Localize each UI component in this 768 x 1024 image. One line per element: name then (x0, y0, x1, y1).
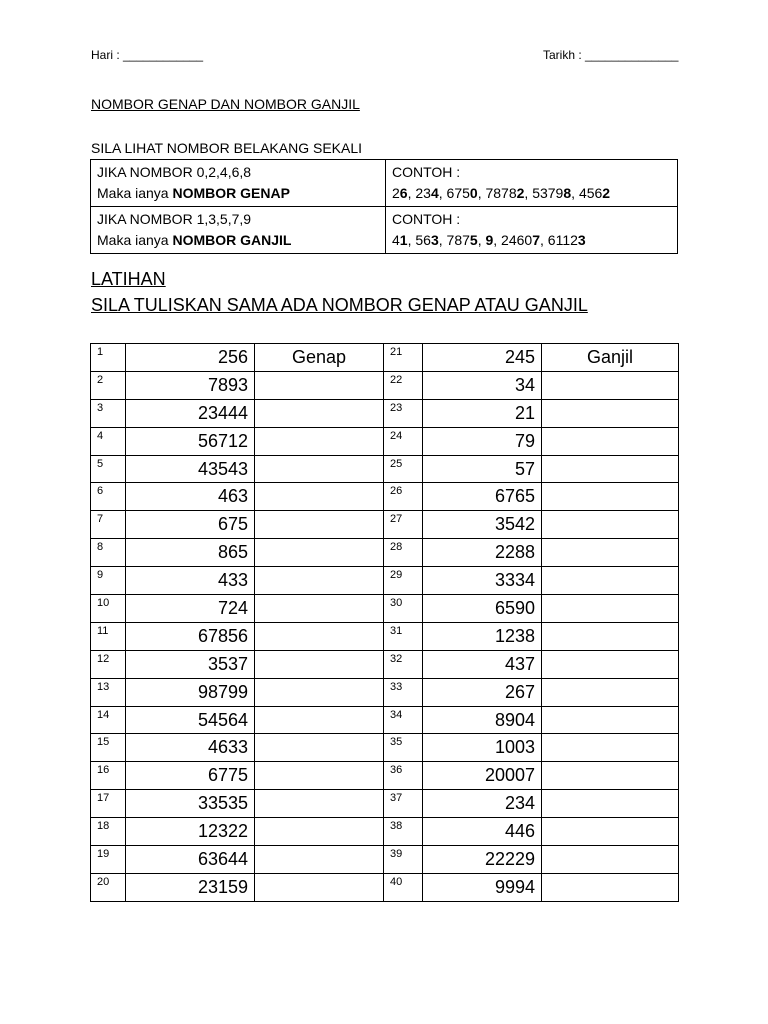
rule-condition-cell (91, 207, 386, 254)
row-number: 3542 (423, 511, 542, 539)
example-number: 41 (392, 232, 408, 248)
row-number: 4633 (126, 734, 255, 762)
table-row (91, 567, 679, 595)
row-index: 22 (384, 371, 423, 399)
answer-cell[interactable] (255, 678, 384, 706)
example-last-digit: 3 (577, 232, 586, 248)
answer-cell[interactable] (255, 790, 384, 818)
answer-cell[interactable] (255, 595, 384, 623)
row-index: 26 (384, 483, 423, 511)
row-number: 724 (126, 595, 255, 623)
example-number: 24607 (501, 232, 540, 248)
example-last-digit: 9 (485, 232, 494, 248)
answer-cell[interactable] (255, 427, 384, 455)
answer-cell[interactable] (542, 734, 679, 762)
row-index: 23 (384, 399, 423, 427)
answer-cell[interactable] (542, 595, 679, 623)
row-index: 6 (91, 483, 126, 511)
table-row (91, 595, 679, 623)
answer-cell[interactable] (255, 762, 384, 790)
table-row (91, 678, 679, 706)
answer-cell[interactable] (255, 455, 384, 483)
answer-cell[interactable] (255, 734, 384, 762)
example-last-digit: 8 (563, 185, 572, 201)
exercise-instruction: SILA TULISKAN SAMA ADA NOMBOR GENAP ATAU GANJIL (91, 295, 588, 315)
row-number: 34 (423, 371, 542, 399)
answer-cell[interactable]: Ganjil (542, 344, 679, 372)
answer-cell[interactable] (255, 567, 384, 595)
rule-result: Maka ianya NOMBOR GENAP (97, 185, 290, 201)
answer-cell[interactable] (542, 455, 679, 483)
row-index: 39 (384, 846, 423, 874)
row-number: 22229 (423, 846, 542, 874)
row-number: 1238 (423, 622, 542, 650)
table-row (91, 427, 679, 455)
worksheet-title: NOMBOR GENAP DAN NOMBOR GANJIL (91, 96, 360, 112)
row-index: 34 (384, 706, 423, 734)
table-row (91, 818, 679, 846)
example-last-digit: 2 (602, 185, 611, 201)
answer-cell[interactable] (542, 762, 679, 790)
example-last-digit: 3 (430, 232, 439, 248)
row-index: 1 (91, 344, 126, 372)
example-number: 234 (415, 185, 439, 201)
row-number: 9994 (423, 873, 542, 901)
row-number: 8904 (423, 706, 542, 734)
example-number: 78782 (485, 185, 525, 201)
row-index: 15 (91, 734, 126, 762)
rule-condition-cell (91, 160, 386, 207)
row-number: 7893 (126, 371, 255, 399)
example-number: 4562 (578, 185, 611, 201)
row-index: 30 (384, 595, 423, 623)
row-number: 23159 (126, 873, 255, 901)
rule-example-cell (386, 160, 678, 207)
answer-cell[interactable] (255, 371, 384, 399)
row-number: 3537 (126, 650, 255, 678)
row-number: 33535 (126, 790, 255, 818)
row-index: 28 (384, 539, 423, 567)
row-number: 6765 (423, 483, 542, 511)
answer-cell[interactable] (542, 706, 679, 734)
answer-cell[interactable] (542, 483, 679, 511)
row-index: 4 (91, 427, 126, 455)
row-index: 38 (384, 818, 423, 846)
row-index: 5 (91, 455, 126, 483)
exercise-table (90, 343, 679, 902)
row-number: 23444 (126, 399, 255, 427)
row-index: 24 (384, 427, 423, 455)
row-index: 12 (91, 650, 126, 678)
example-number: 26 (392, 185, 408, 201)
row-number: 675 (126, 511, 255, 539)
table-row (91, 539, 679, 567)
row-index: 3 (91, 399, 126, 427)
row-number: 63644 (126, 846, 255, 874)
example-list: 26, 234, 6750, 78782, 53798, 4562 (392, 185, 611, 201)
answer-cell[interactable] (542, 567, 679, 595)
answer-cell[interactable] (542, 399, 679, 427)
rule-result-bold: NOMBOR GENAP (172, 185, 290, 201)
table-row (91, 762, 679, 790)
answer-cell[interactable] (255, 818, 384, 846)
rule-row-odd (91, 207, 678, 254)
row-index: 10 (91, 595, 126, 623)
row-number: 446 (423, 818, 542, 846)
example-number: 61123 (547, 232, 586, 248)
row-number: 463 (126, 483, 255, 511)
answer-cell[interactable] (542, 678, 679, 706)
answer-cell[interactable] (542, 427, 679, 455)
table-row (91, 511, 679, 539)
rule-result: Maka ianya NOMBOR GANJIL (97, 232, 292, 248)
row-index: 7 (91, 511, 126, 539)
row-index: 18 (91, 818, 126, 846)
example-number: 7875 (446, 232, 478, 248)
row-index: 29 (384, 567, 423, 595)
row-index: 33 (384, 678, 423, 706)
hari-field-label: Hari : ____________ (91, 48, 204, 62)
row-number: 20007 (423, 762, 542, 790)
answer-cell[interactable] (255, 873, 384, 901)
example-label: CONTOH : (392, 164, 461, 180)
row-number: 267 (423, 678, 542, 706)
row-number: 57 (423, 455, 542, 483)
example-last-digit: 2 (516, 185, 525, 201)
row-number: 234 (423, 790, 542, 818)
table-row (91, 344, 679, 372)
row-number: 98799 (126, 678, 255, 706)
row-number: 6590 (423, 595, 542, 623)
answer-cell[interactable] (255, 483, 384, 511)
answer-cell[interactable] (255, 650, 384, 678)
answer-cell[interactable] (542, 790, 679, 818)
table-row (91, 734, 679, 762)
answer-cell[interactable] (542, 846, 679, 874)
table-row (91, 399, 679, 427)
row-number: 79 (423, 427, 542, 455)
row-number: 1003 (423, 734, 542, 762)
row-index: 25 (384, 455, 423, 483)
row-number: 433 (126, 567, 255, 595)
row-number: 865 (126, 539, 255, 567)
answer-cell[interactable]: Genap (255, 344, 384, 372)
row-number: 2288 (423, 539, 542, 567)
example-last-digit: 0 (469, 185, 478, 201)
row-index: 40 (384, 873, 423, 901)
example-label: CONTOH : (392, 211, 461, 227)
answer-cell[interactable] (542, 539, 679, 567)
row-index: 19 (91, 846, 126, 874)
table-row (91, 483, 679, 511)
tarikh-field-label: Tarikh : ______________ (543, 48, 679, 62)
example-last-digit: 7 (532, 232, 540, 248)
answer-cell[interactable] (542, 511, 679, 539)
exercise-heading: LATIHAN (91, 269, 166, 289)
row-index: 9 (91, 567, 126, 595)
table-row (91, 846, 679, 874)
table-row (91, 455, 679, 483)
answer-cell[interactable] (542, 818, 679, 846)
answer-cell[interactable] (255, 622, 384, 650)
row-index: 32 (384, 650, 423, 678)
row-index: 17 (91, 790, 126, 818)
rule-condition: JIKA NOMBOR 0,2,4,6,8 (97, 164, 252, 180)
row-index: 13 (91, 678, 126, 706)
row-index: 31 (384, 622, 423, 650)
example-list: 41, 563, 7875, 9, 24607, 61123 (392, 232, 586, 248)
table-row (91, 873, 679, 901)
example-last-digit: 1 (399, 232, 408, 248)
answer-cell[interactable] (255, 399, 384, 427)
example-last-digit: 5 (469, 232, 478, 248)
row-number: 54564 (126, 706, 255, 734)
rule-result-bold: NOMBOR GANJIL (172, 232, 292, 248)
row-index: 2 (91, 371, 126, 399)
table-row (91, 650, 679, 678)
answer-cell[interactable] (255, 539, 384, 567)
answer-cell[interactable] (255, 511, 384, 539)
row-index: 36 (384, 762, 423, 790)
answer-cell[interactable] (542, 371, 679, 399)
row-number: 256 (126, 344, 255, 372)
answer-cell[interactable] (542, 622, 679, 650)
answer-cell[interactable] (542, 650, 679, 678)
table-row (91, 706, 679, 734)
row-index: 37 (384, 790, 423, 818)
row-number: 43543 (126, 455, 255, 483)
row-index: 20 (91, 873, 126, 901)
row-index: 11 (91, 622, 126, 650)
answer-cell[interactable] (255, 846, 384, 874)
table-row (91, 790, 679, 818)
row-number: 21 (423, 399, 542, 427)
example-number: 563 (415, 232, 439, 248)
table-row (91, 371, 679, 399)
example-last-digit: 4 (430, 185, 439, 201)
row-index: 21 (384, 344, 423, 372)
row-number: 56712 (126, 427, 255, 455)
rule-condition: JIKA NOMBOR 1,3,5,7,9 (97, 211, 252, 227)
rule-row-even (91, 160, 678, 207)
rule-example-cell (386, 207, 678, 254)
row-index: 14 (91, 706, 126, 734)
row-index: 16 (91, 762, 126, 790)
example-number: 53798 (532, 185, 572, 201)
row-number: 12322 (126, 818, 255, 846)
row-number: 3334 (423, 567, 542, 595)
row-number: 6775 (126, 762, 255, 790)
table-row (91, 622, 679, 650)
example-number: 6750 (446, 185, 478, 201)
example-last-digit: 6 (399, 185, 408, 201)
row-number: 245 (423, 344, 542, 372)
row-number: 437 (423, 650, 542, 678)
rule-instruction: SILA LIHAT NOMBOR BELAKANG SEKALI (91, 140, 363, 156)
answer-cell[interactable] (542, 873, 679, 901)
row-number: 67856 (126, 622, 255, 650)
answer-cell[interactable] (255, 706, 384, 734)
row-index: 27 (384, 511, 423, 539)
row-index: 8 (91, 539, 126, 567)
row-index: 35 (384, 734, 423, 762)
rules-table (90, 159, 678, 254)
